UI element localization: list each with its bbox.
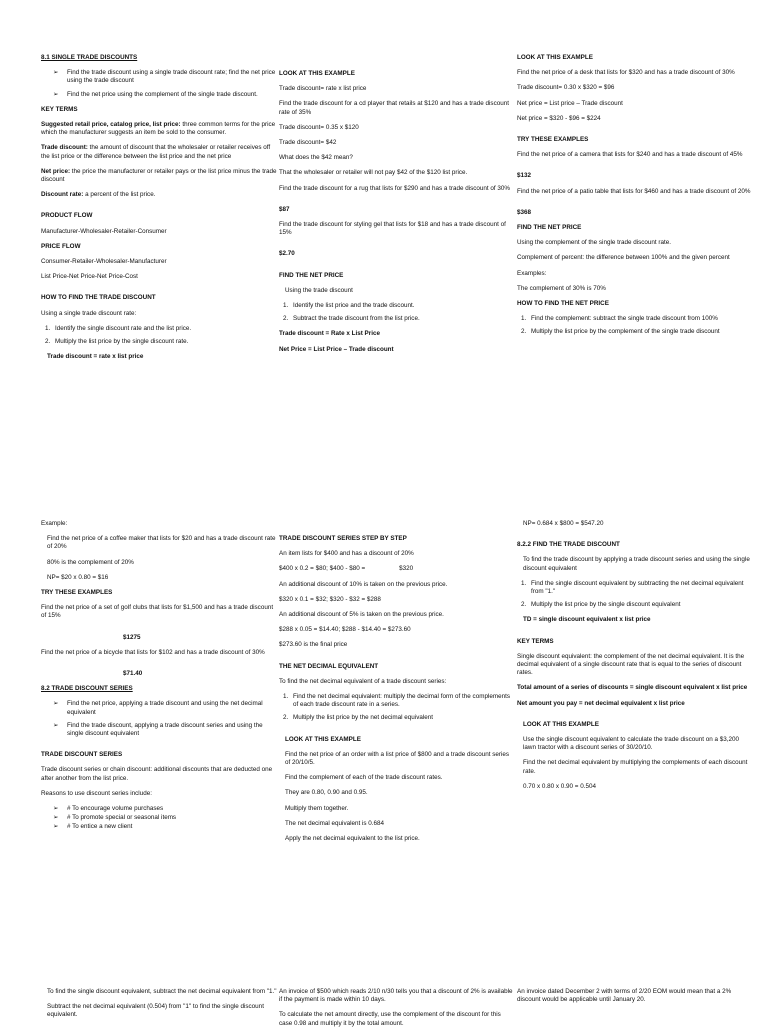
heading: KEY TERMS (517, 637, 554, 645)
formula: TD = single discount equivalent x list price (523, 616, 651, 624)
heading: TRY THESE EXAMPLES (41, 589, 113, 597)
heading: 8.2.2 FIND THE TRADE DISCOUNT (517, 541, 620, 549)
list-item: 2. Subtract the trade discount from the list price. (283, 315, 420, 323)
text: $273.60 is the final price (279, 641, 348, 649)
answer: $2.70 (279, 250, 295, 258)
text: Find the trade discount for a cd player that retails at $120 and has a trade discount rate of 35% (279, 100, 509, 116)
text: Trade discount= $42 (279, 139, 337, 147)
formula: Trade discount = rate x list price (47, 353, 144, 361)
steps-list (517, 315, 753, 336)
term-paragraph (41, 121, 277, 137)
text: Manufacturer-Wholesaler-Retailer-Consumer (41, 227, 167, 235)
steps-list (279, 693, 515, 723)
heading: LOOK AT THIS EXAMPLE (285, 735, 361, 743)
answer: $368 (517, 208, 532, 216)
heading: TRY THESE EXAMPLES (517, 136, 589, 144)
answer: $1275 (123, 633, 141, 641)
text: An invoice dated December 2 with terms of 2/20 EOM would mean that a 2% discount would be applicable until January 20. (517, 988, 732, 1004)
formula: Net Price = List Price – Trade discount (279, 345, 394, 353)
term-paragraph (41, 168, 277, 184)
text: To find the net decimal equivalent of a trade discount series: (279, 677, 447, 685)
column-3-middle (517, 520, 753, 798)
objectives-list (41, 69, 277, 99)
list-item: 2. Multiply the list price by the complement of the single trade discount (521, 328, 720, 336)
column-3-top (517, 54, 753, 344)
heading: FIND THE NET PRICE (517, 224, 582, 232)
text: Example: (41, 520, 68, 527)
text: Find the net price of a bicycle that lists for $102 and has a trade discount of 30% (41, 648, 265, 656)
list-item: 1. Identify the single discount rate and the list price. (45, 324, 192, 332)
text: List Price-Net Price-Net Price-Cost (41, 273, 138, 281)
formula: Net amount you pay = net decimal equivalent x list price (517, 699, 685, 707)
answer: $71.40 (123, 670, 143, 678)
text: Find the net price of an order with a list price of $800 and a trade discount series of 20/10/5. (285, 750, 510, 767)
text: An additional discount of 10% is taken on the previous price. (279, 580, 448, 588)
list-item: ➢ Find the trade discount using a single trade discount rate; find the net price using the trade discount (41, 69, 277, 85)
term-paragraph (41, 191, 277, 199)
heading: TRADE DISCOUNT SERIES (41, 751, 123, 759)
list-item: 1. Identify the list price and the trade discount. (283, 302, 415, 310)
text: Complement of percent: the difference between 100% and the given percent (517, 254, 730, 262)
text: Using a single trade discount rate: (41, 309, 137, 317)
column-2-top (279, 70, 515, 361)
section-title: 8.2 TRADE DISCOUNT SERIES (41, 685, 133, 693)
list-item: 2. Multiply the list price by the net decimal equivalent (283, 714, 434, 722)
text: Use the single discount equivalent to calculate the trade discount on a $3,200 lawn tractor with a discount series of 30/20/10. (523, 736, 739, 752)
text: That the wholesaler or retailer will not pay $42 of the $120 list price. (279, 169, 468, 177)
definition: three common terms for the price which the manufacturer suggests an item be sold to the consumer. (41, 121, 276, 137)
text: What does the $42 mean? (279, 154, 353, 162)
text: To find the single discount equivalent, subtract the net decimal equivalent from "1." (47, 988, 277, 995)
text: Find the trade discount for a rug that lists for $290 and has a trade discount of 30% (279, 184, 511, 192)
list-item: 2. Multiply the list price by the single discount equivalent (521, 601, 681, 609)
text: 0.70 x 0.80 x 0.90 = 0.504 (523, 782, 596, 790)
text: An invoice of $500 which reads 2/10 n/30 tells you that a discount of 2% is available if the payment is made within 10 days. (279, 988, 513, 1004)
list-item: ➢ # To promote special or seasonal items (41, 814, 277, 822)
steps-list (517, 580, 753, 610)
list-item: ➢ # To encourage volume purchases (41, 805, 277, 813)
text: The net decimal equivalent is 0.684 (285, 819, 385, 827)
column-1-bottom (41, 988, 277, 1027)
text: They are 0.80, 0.90 and 0.95. (285, 789, 368, 797)
text: Trade discount= rate x list price (279, 85, 367, 93)
text: 80% is the complement of 20% (47, 558, 134, 566)
heading: PRICE FLOW (41, 242, 81, 250)
heading: THE NET DECIMAL EQUIVALENT (279, 662, 379, 670)
list-item: 1. Find the single discount equivalent by subtracting the net decimal equivalent from "1." (521, 579, 744, 596)
text: Find the net price of a desk that lists for $320 and has a trade discount of 30% (517, 69, 735, 77)
definition: a percent of the list price. (83, 191, 156, 199)
column-3-bottom (517, 988, 753, 1011)
text: To find the trade discount by applying a trade discount series and using the single discount equivalent (523, 556, 750, 572)
key-terms-heading: KEY TERMS (41, 105, 78, 113)
text: Examples: (517, 269, 547, 277)
text: Multiply them together. (285, 804, 349, 812)
text: Find the trade discount for styling gel that lists for $18 and has a trade discount of 15% (279, 221, 506, 237)
text: Using the complement of the single trade discount rate. (517, 239, 672, 247)
term: Net price: (41, 167, 71, 175)
text: Find the net decimal equivalent by multiplying the complements of each discount rate. (523, 759, 748, 775)
text: Find the net price of a coffee maker that lists for $20 and has a trade discount rate of 20% (47, 535, 276, 551)
text: Trade discount= 0.30 x $320 = $96 (517, 84, 615, 92)
definition: the amount of discount that the wholesaler or retailer receives off the list price or the difference between the list price and the net price (41, 144, 271, 160)
term: Suggested retail price, catalog price, list price: (41, 121, 181, 129)
text: NP= $20 x 0.80 = $16 (47, 573, 109, 581)
text: An item lists for $400 and has a discount of 20% (279, 550, 414, 558)
answer: $132 (517, 172, 532, 180)
text: Apply the net decimal equivalent to the list price. (285, 835, 420, 843)
list-item: 1. Find the net decimal equivalent: multiply the decimal form of the complements of each trade discount rate in a series. (283, 693, 510, 709)
heading: PRODUCT FLOW (41, 212, 93, 220)
list-item: 1. Find the complement: subtract the single trade discount from 100% (521, 315, 718, 323)
text: The complement of 30% is 70% (517, 284, 606, 292)
text: Find the net price of a set of golf clubs that lists for $1,500 and has a trade discount of 15% (41, 604, 274, 620)
heading: LOOK AT THIS EXAMPLE (279, 70, 355, 77)
text: NP= 0.684 x $800 = $547.20 (523, 520, 604, 527)
heading: FIND THE NET PRICE (279, 271, 344, 279)
definition: the price the manufacturer or retailer pays or the list price minus the trade discount (41, 167, 277, 184)
text: To calculate the net amount directly, use the complement of the discount for this case 0.98 and multiply it by the total amount. (279, 1011, 501, 1027)
column-2-bottom (279, 988, 515, 1035)
heading: TRADE DISCOUNT SERIES STEP BY STEP (279, 535, 407, 542)
text: Net price = $320 - $96 = $224 (517, 114, 601, 122)
text: Find the complement of each of the trade discount rates. (285, 774, 443, 782)
column-2-middle (279, 535, 515, 850)
text: Trade discount= 0.35 x $120 (279, 123, 359, 131)
objectives-list (41, 700, 277, 738)
column-1-middle (41, 520, 277, 839)
list-item: ➢ Find the net price, applying a trade discount and using the net decimal equivalent (41, 700, 277, 716)
text: Consumer-Retailer-Wholesaler-Manufacturer (41, 258, 167, 266)
text: Find the net price of a patio table that lists for $460 and has a trade discount of 20% (517, 187, 751, 195)
text: $320 x 0.1 = $32; $320 - $32 = $288 (279, 595, 381, 603)
section-title: 8.1 SINGLE TRADE DISCOUNTS (41, 54, 138, 61)
text: Single discount equivalent: the complement of the net decimal equivalent. It is the decimal equivalent of a single discount rate that is equal to the series of discount rates. (517, 652, 745, 677)
heading: HOW TO FIND THE TRADE DISCOUNT (41, 294, 156, 302)
text: Reasons to use discount series include: (41, 789, 152, 797)
term-paragraph (41, 144, 277, 160)
text: Find the net price of a camera that lists for $240 and has a trade discount of 45% (517, 151, 743, 159)
heading: LOOK AT THIS EXAMPLE (523, 720, 599, 728)
text: Subtract the net decimal equivalent (0.504) from "1" to find the single discount equivalent. (47, 1003, 264, 1019)
steps-list (279, 302, 515, 323)
list-item: ➢ Find the net price using the complement of the single trade discount. (41, 91, 277, 99)
term: Trade discount: (41, 144, 88, 152)
heading: LOOK AT THIS EXAMPLE (517, 54, 593, 61)
text: Trade discount series or chain discount: additional discounts that are deducted one after another from the list price. (41, 766, 273, 782)
text: $288 x 0.05 = $14.40; $288 - $14.40 = $273.60 (279, 626, 411, 634)
list-item: 2. Multiply the list price by the single discount rate. (45, 338, 189, 346)
list-item: ➢ Find the trade discount, applying a trade discount series and using the single discount equivalent (41, 722, 277, 738)
steps-list (41, 325, 277, 346)
formula: Total amount of a series of discounts = single discount equivalent x list price (517, 684, 748, 692)
answer: $87 (279, 205, 290, 213)
formula: Trade discount = Rate x List Price (279, 330, 380, 338)
heading: HOW TO FIND THE NET PRICE (517, 300, 609, 308)
list-item: ➢ # To entice a new client (41, 823, 277, 831)
term: Discount rate: (41, 191, 84, 199)
reasons-list (41, 805, 277, 832)
text: Using the trade discount (285, 286, 353, 294)
column-1-top (41, 54, 277, 368)
text: An additional discount of 5% is taken on the previous price. (279, 611, 444, 619)
text: $400 x 0.2 = $80; $400 - $80 = $320 (279, 565, 414, 573)
text: Net price = List price – Trade discount (517, 99, 623, 107)
